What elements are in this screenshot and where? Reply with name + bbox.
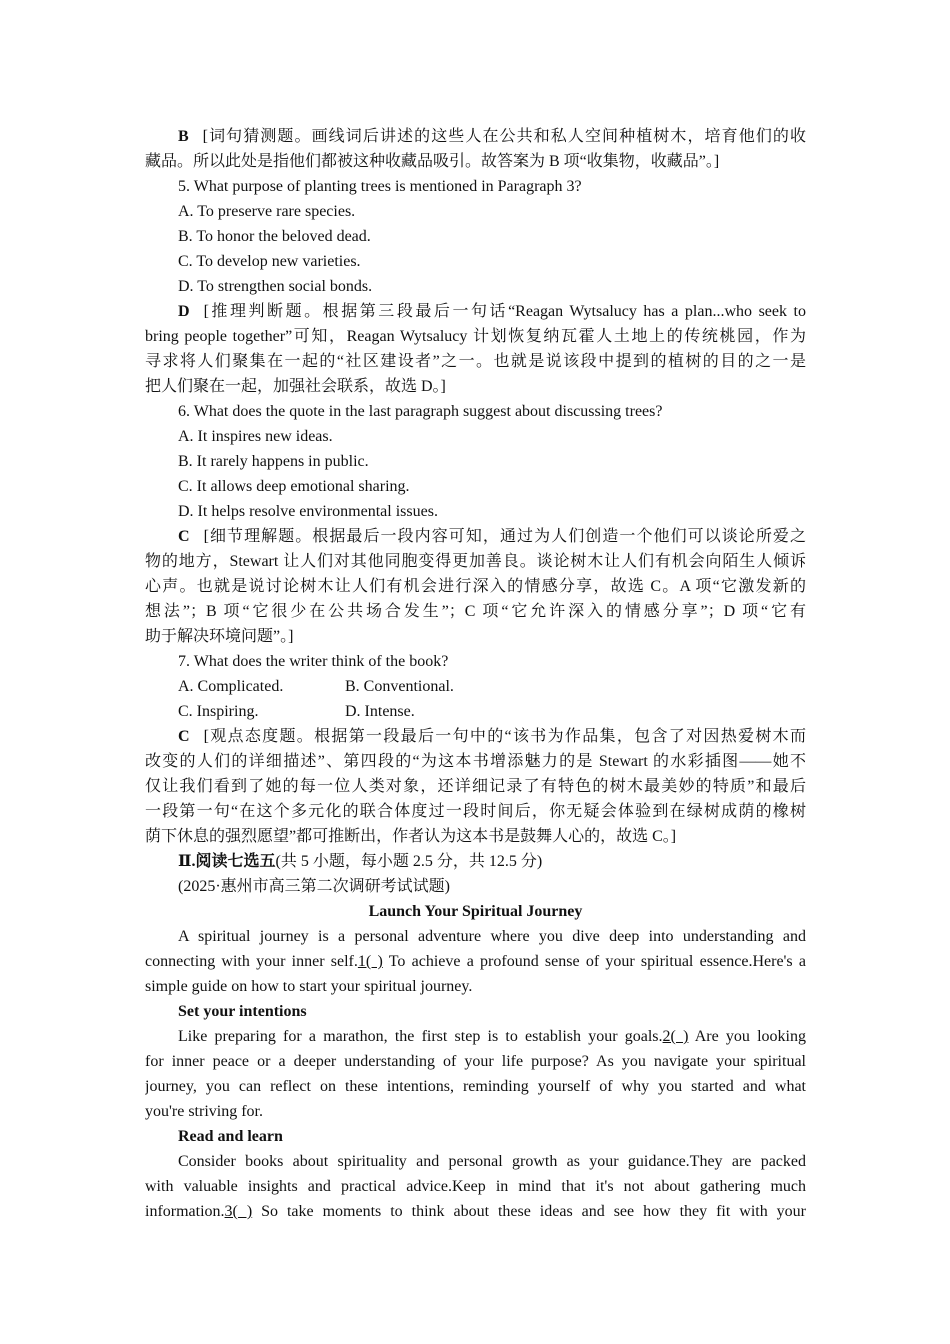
- explanation-q4-line1: B [词句猜测题。画线词后讲述的这些人在公共和私人空间种植树木，培育他们的收: [178, 128, 806, 145]
- passage-p1-line3: simple guide on how to start your spiritual journey.: [145, 978, 473, 995]
- explanation-q6-line2: 物的地方，Stewart 让人们对其他同胞变得更加善良。谈论树木让人们有机会向陌生人倾诉: [145, 553, 806, 570]
- answer-letter: C: [178, 528, 190, 545]
- question-5-option-d: D. To strengthen social bonds.: [178, 278, 373, 295]
- explanation-q7-line2: 改变的人们的详细描述”、第四段的“为这本书增添魅力的是 Stewart 的水彩插图——她不: [145, 753, 806, 770]
- question-7-option-d: D. Intense.: [345, 703, 415, 720]
- explanation-q7-line5: 荫下休息的强烈愿望”都可推断出，作者认为这本书是鼓舞人心的，故选 C。]: [145, 828, 677, 845]
- explanation-q7-line1: C [观点态度题。根据第一段最后一句中的“该书为作品集，包含了对因热爱树木而: [178, 728, 806, 745]
- question-6-option-a: A. It inspires new ideas.: [178, 428, 333, 445]
- section-2-heading: Ⅱ.阅读七选五(共 5 小题，每小题 2.5 分，共 12.5 分): [178, 853, 543, 870]
- document-content: [145, 124, 806, 1224]
- explanation-q6-line1: C [细节理解题。根据最后一段内容可知，通过为人们创造一个他们可以谈论所爱之: [178, 528, 806, 545]
- question-6-option-d: D. It helps resolve environmental issues.: [178, 503, 438, 520]
- question-5-stem: 5. What purpose of planting trees is mentioned in Paragraph 3?: [178, 178, 582, 195]
- question-5-option-a: A. To preserve rare species.: [178, 203, 356, 220]
- passage-p1-line1: A spiritual journey is a personal adventure where you dive deep into understanding and: [178, 928, 806, 945]
- question-7-options-row2: [145, 699, 806, 724]
- passage-p2-line3: journey, you can reflect on these intentions, reminding yourself of why you started and what: [145, 1078, 806, 1095]
- passage-p2-line4: you're striving for.: [145, 1103, 263, 1120]
- explanation-q5-line1: D [推理判断题。根据第三段最后一句话“Reagan Wytsalucy has a plan...who seek to: [178, 303, 806, 320]
- passage-title: Launch Your Spiritual Journey: [368, 903, 583, 920]
- passage-p3-line1: Consider books about spirituality and personal growth as your guidance.They are packed: [178, 1153, 806, 1170]
- question-7-option-a: A. Complicated.: [178, 678, 284, 695]
- passage-p3-line3: information.3( ) So take moments to think about these ideas and see how they fit with your: [145, 1203, 806, 1220]
- section-2-source: (2025·惠州市高三第二次调研考试试题): [178, 878, 450, 895]
- subheading-read-learn: Read and learn: [178, 1128, 283, 1145]
- explanation-q6-line3: 心声。也就是说讨论树木让人们有机会进行深入的情感分享，故选 C。A 项“它激发新的: [145, 578, 806, 595]
- explanation-q7-line4: 一段第一句“在这个多元化的联合体度过一段时间后，你无疑会体验到在绿树成荫的橡树: [145, 803, 806, 820]
- passage-p2-line2: for inner peace or a deeper understanding of your life purpose? As you navigate your spiritual: [145, 1053, 806, 1070]
- passage-p2-line1: Like preparing for a marathon, the first step is to establish your goals.2( ) Are you looking: [178, 1028, 806, 1045]
- question-7-options-row1: [145, 674, 806, 699]
- explanation-q6-line5: 助于解决环境问题”。]: [145, 628, 294, 645]
- passage-p1-line2: connecting with your inner self.1( ) To achieve a profound sense of your spiritual essence.Here's a: [145, 953, 806, 970]
- blank-1[interactable]: 1( ): [357, 953, 383, 970]
- question-6-stem: 6. What does the quote in the last paragraph suggest about discussing trees?: [178, 403, 663, 420]
- question-5-option-c: C. To develop new varieties.: [178, 253, 361, 270]
- question-6-option-c: C. It allows deep emotional sharing.: [178, 478, 410, 495]
- answer-letter: B: [178, 128, 189, 145]
- explanation-q4-line2: 藏品。所以此处是指他们都被这种收藏品吸引。故答案为 B 项“收集物，收藏品”。]: [145, 153, 720, 170]
- question-7-option-b: B. Conventional.: [345, 678, 454, 695]
- explanation-q5-line3: 寻求将人们聚集在一起的“社区建设者”之一。也就是说该段中提到的植树的目的之一是: [145, 353, 806, 370]
- passage-p3-line2: with valuable insights and practical advice.Keep in mind that it's not about gathering much: [145, 1178, 806, 1195]
- blank-2[interactable]: 2( ): [662, 1028, 689, 1045]
- explanation-q6-line4: 想法”；B 项“它很少在公共场合发生”；C 项“它允许深入的情感分享”；D 项“它有: [145, 603, 806, 620]
- explanation-q5-line2: bring people together”可知，Reagan Wytsalucy 计划恢复纳瓦霍人土地上的传统桃园，作为: [145, 328, 806, 345]
- answer-letter: C: [178, 728, 190, 745]
- question-6-option-b: B. It rarely happens in public.: [178, 453, 369, 470]
- question-7-option-c: C. Inspiring.: [178, 703, 259, 720]
- blank-3[interactable]: 3( ): [224, 1203, 253, 1220]
- explanation-q5-line4: 把人们聚在一起，加强社会联系，故选 D。]: [145, 378, 446, 395]
- explanation-q7-line3: 仅让我们看到了她的每一位人类对象，还详细记录了有特色的树木最美妙的特质”和最后: [145, 778, 806, 795]
- subheading-set-intentions: Set your intentions: [178, 1003, 307, 1020]
- question-7-stem: 7. What does the writer think of the book?: [178, 653, 449, 670]
- answer-letter: D: [178, 303, 190, 320]
- question-5-option-b: B. To honor the beloved dead.: [178, 228, 371, 245]
